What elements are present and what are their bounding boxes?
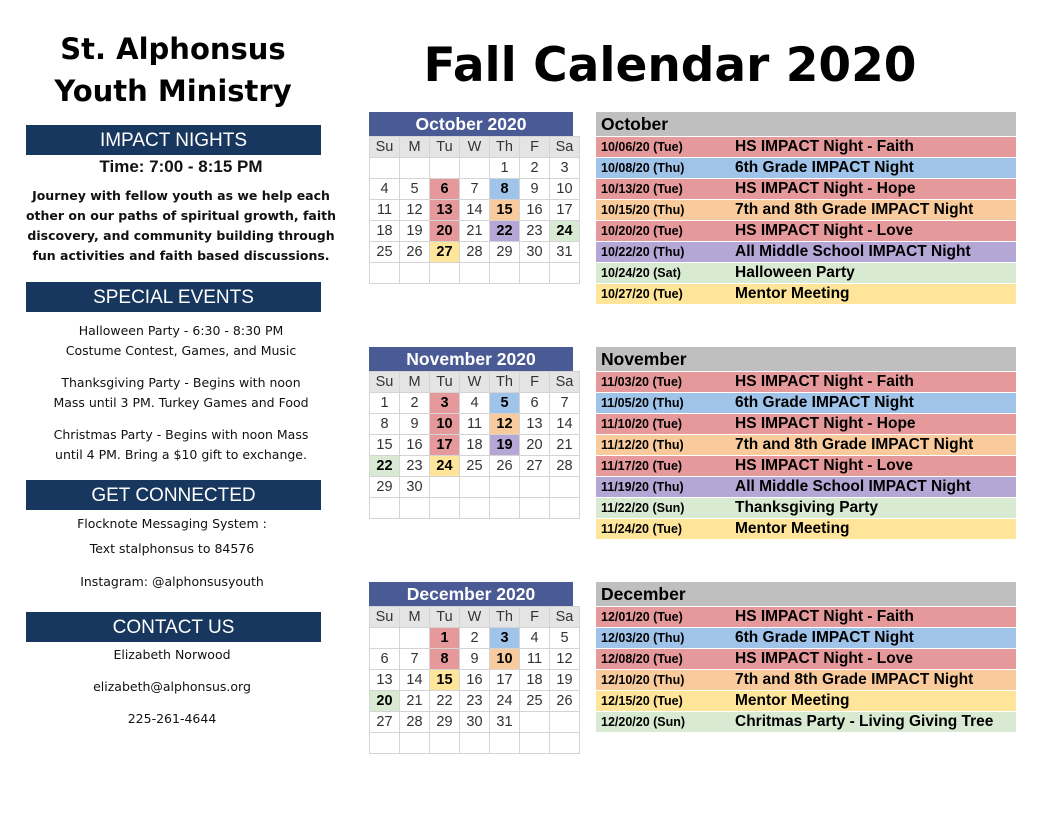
get-connected-header: GET CONNECTED xyxy=(26,480,321,510)
contact-phone[interactable]: 225-261-4644 xyxy=(127,711,217,726)
weekday-label: W xyxy=(460,372,490,393)
special-events-section xyxy=(14,321,348,465)
event-title: 6th Grade IMPACT Night xyxy=(735,159,914,176)
calendar-empty-cell xyxy=(460,733,490,754)
instagram-line: Instagram: @alphonsusyouth xyxy=(80,574,264,589)
impact-nights-section xyxy=(14,157,348,266)
weekday-label: M xyxy=(400,137,430,158)
special-event-line: Mass until 3 PM. Turkey Games and Food xyxy=(53,395,309,410)
event-row xyxy=(596,670,1016,690)
calendar-day: 16 xyxy=(520,200,550,221)
calendar-day: 23 xyxy=(460,691,490,712)
calendar-day: 19 xyxy=(550,670,580,691)
calendar-empty-cell xyxy=(550,498,580,519)
event-title: Mentor Meeting xyxy=(735,520,850,537)
calendar-day: 24 xyxy=(490,691,520,712)
calendar-empty-cell xyxy=(550,263,580,284)
event-title: Mentor Meeting xyxy=(735,285,850,302)
calendar-day: 6 xyxy=(370,649,400,670)
calendar-day-highlighted: 20 xyxy=(370,691,400,712)
calendar-december xyxy=(369,582,573,754)
event-row xyxy=(596,393,1016,413)
calendar-day: 5 xyxy=(550,628,580,649)
weekday-label: F xyxy=(520,372,550,393)
calendar-day: 14 xyxy=(460,200,490,221)
calendar-day: 7 xyxy=(460,179,490,200)
event-row xyxy=(596,200,1016,220)
org-title-line2: Youth Ministry xyxy=(54,74,292,108)
calendar-day-highlighted: 12 xyxy=(490,414,520,435)
flocknote-line: Flocknote Messaging System : xyxy=(77,516,267,531)
weekday-label: Sa xyxy=(550,372,580,393)
calendar-empty-cell xyxy=(460,498,490,519)
event-date: 12/10/20 (Thu) xyxy=(601,673,685,687)
calendar-day: 4 xyxy=(370,179,400,200)
calendar-empty-cell xyxy=(550,712,580,733)
calendar-day: 31 xyxy=(490,712,520,733)
event-date: 11/12/20 (Thu) xyxy=(601,438,684,452)
calendar-day: 16 xyxy=(460,670,490,691)
special-event-thanksgiving xyxy=(14,373,348,413)
calendar-day: 25 xyxy=(520,691,550,712)
calendar-day: 8 xyxy=(370,414,400,435)
calendar-day: 4 xyxy=(460,393,490,414)
calendar-empty-cell xyxy=(370,158,400,179)
event-row xyxy=(596,628,1016,648)
event-date: 10/06/20 (Tue) xyxy=(601,140,683,154)
weekday-label: Th xyxy=(490,372,520,393)
event-date: 10/27/20 (Tue) xyxy=(601,287,683,301)
calendar-day-highlighted: 3 xyxy=(430,393,460,414)
events-month-title: October xyxy=(596,112,1016,136)
event-row xyxy=(596,435,1016,455)
calendar-day: 11 xyxy=(460,414,490,435)
calendar-empty-cell xyxy=(430,498,460,519)
event-title: All Middle School IMPACT Night xyxy=(735,478,971,495)
impact-desc-line: discovery, and community building through xyxy=(27,228,335,243)
calendar-empty-cell xyxy=(520,263,550,284)
weekday-label: Sa xyxy=(550,607,580,628)
event-row xyxy=(596,137,1016,157)
event-row xyxy=(596,477,1016,497)
event-date: 12/15/20 (Tue) xyxy=(601,694,683,708)
calendar-day: 6 xyxy=(520,393,550,414)
event-row xyxy=(596,179,1016,199)
contact-us-header: CONTACT US xyxy=(26,612,321,642)
org-title-line1: St. Alphonsus xyxy=(60,32,286,66)
calendar-day: 1 xyxy=(490,158,520,179)
calendar-day: 19 xyxy=(400,221,430,242)
calendar-empty-cell xyxy=(430,477,460,498)
calendar-day-highlighted: 1 xyxy=(430,628,460,649)
event-row xyxy=(596,263,1016,283)
special-event-line: Christmas Party - Begins with noon Mass xyxy=(53,427,309,442)
special-event-line: until 4 PM. Bring a $10 gift to exchange. xyxy=(55,447,307,462)
calendar-day: 2 xyxy=(460,628,490,649)
weekday-label: M xyxy=(400,607,430,628)
calendar-day: 26 xyxy=(400,242,430,263)
weekday-label: Su xyxy=(370,607,400,628)
event-row xyxy=(596,158,1016,178)
calendar-day: 26 xyxy=(550,691,580,712)
events-month-title: November xyxy=(596,347,1016,371)
event-title: HS IMPACT Night - Faith xyxy=(735,373,914,390)
weekday-label: Tu xyxy=(430,607,460,628)
event-title: All Middle School IMPACT Night xyxy=(735,243,971,260)
calendar-day: 29 xyxy=(490,242,520,263)
event-date: 11/22/20 (Sun) xyxy=(601,501,685,515)
calendar-month-title: October 2020 xyxy=(369,112,573,136)
event-row xyxy=(596,284,1016,304)
calendar-day-highlighted: 17 xyxy=(430,435,460,456)
calendar-day: 7 xyxy=(550,393,580,414)
contact-section xyxy=(10,644,334,730)
calendar-empty-cell xyxy=(400,158,430,179)
calendar-day: 5 xyxy=(400,179,430,200)
calendar-day: 3 xyxy=(550,158,580,179)
calendar-empty-cell xyxy=(550,733,580,754)
event-title: 6th Grade IMPACT Night xyxy=(735,629,914,646)
calendar-day: 22 xyxy=(430,691,460,712)
event-title: Halloween Party xyxy=(735,264,855,281)
calendar-day-highlighted: 6 xyxy=(430,179,460,200)
impact-description xyxy=(14,186,348,266)
event-date: 12/03/20 (Thu) xyxy=(601,631,685,645)
calendar-empty-cell xyxy=(460,158,490,179)
event-title: HS IMPACT Night - Love xyxy=(735,457,913,474)
calendar-month-title: November 2020 xyxy=(369,347,573,371)
weekday-label: F xyxy=(520,607,550,628)
org-title xyxy=(18,28,328,112)
event-row xyxy=(596,372,1016,392)
calendar-empty-cell xyxy=(400,498,430,519)
event-row xyxy=(596,498,1016,518)
event-row xyxy=(596,691,1016,711)
calendar-empty-cell xyxy=(430,158,460,179)
event-title: 7th and 8th Grade IMPACT Night xyxy=(735,201,974,218)
calendar-day: 11 xyxy=(520,649,550,670)
calendar-day-highlighted: 8 xyxy=(430,649,460,670)
calendar-day: 28 xyxy=(460,242,490,263)
calendar-empty-cell xyxy=(400,628,430,649)
calendar-day-highlighted: 8 xyxy=(490,179,520,200)
calendar-empty-cell xyxy=(490,263,520,284)
calendar-day: 20 xyxy=(520,435,550,456)
calendar-day: 7 xyxy=(400,649,430,670)
calendar-day: 28 xyxy=(400,712,430,733)
calendar-november xyxy=(369,347,573,519)
calendar-day: 14 xyxy=(400,670,430,691)
event-title: HS IMPACT Night - Hope xyxy=(735,415,916,432)
event-row xyxy=(596,414,1016,434)
calendar-empty-cell xyxy=(520,477,550,498)
event-title: HS IMPACT Night - Faith xyxy=(735,138,914,155)
calendar-day: 21 xyxy=(550,435,580,456)
calendar-day: 4 xyxy=(520,628,550,649)
impact-nights-header: IMPACT NIGHTS xyxy=(26,125,321,155)
events-month-title: December xyxy=(596,582,1016,606)
calendar-day: 13 xyxy=(370,670,400,691)
event-date: 10/08/20 (Thu) xyxy=(601,161,685,175)
calendar-day-highlighted: 5 xyxy=(490,393,520,414)
event-title: 7th and 8th Grade IMPACT Night xyxy=(735,436,974,453)
event-date: 11/05/20 (Thu) xyxy=(601,396,684,410)
calendar-empty-cell xyxy=(520,712,550,733)
calendar-day-highlighted: 10 xyxy=(430,414,460,435)
events-october xyxy=(596,112,1016,304)
event-date: 11/10/20 (Tue) xyxy=(601,417,683,431)
calendar-empty-cell xyxy=(490,733,520,754)
calendar-empty-cell xyxy=(430,263,460,284)
calendar-day: 17 xyxy=(550,200,580,221)
weekday-label: Th xyxy=(490,607,520,628)
calendar-day-highlighted: 10 xyxy=(490,649,520,670)
calendar-day-highlighted: 19 xyxy=(490,435,520,456)
calendar-day: 15 xyxy=(370,435,400,456)
calendar-day: 9 xyxy=(460,649,490,670)
calendar-day-highlighted: 13 xyxy=(430,200,460,221)
event-row xyxy=(596,712,1016,732)
weekday-label: Su xyxy=(370,137,400,158)
get-connected-section xyxy=(10,511,334,594)
event-title: Chritmas Party - Living Giving Tree xyxy=(735,713,994,730)
calendar-day: 21 xyxy=(400,691,430,712)
event-title: HS IMPACT Night - Love xyxy=(735,650,913,667)
event-title: HS IMPACT Night - Faith xyxy=(735,608,914,625)
event-row xyxy=(596,519,1016,539)
contact-name: Elizabeth Norwood xyxy=(113,647,231,662)
calendar-day: 21 xyxy=(460,221,490,242)
calendar-empty-cell xyxy=(430,733,460,754)
page-title: Fall Calendar 2020 xyxy=(423,38,917,93)
calendar-day: 25 xyxy=(460,456,490,477)
calendar-day: 12 xyxy=(550,649,580,670)
weekday-label: Tu xyxy=(430,137,460,158)
event-date: 11/19/20 (Thu) xyxy=(601,480,684,494)
calendar-day-highlighted: 22 xyxy=(370,456,400,477)
calendar-month-title: December 2020 xyxy=(369,582,573,606)
calendar-day-highlighted: 27 xyxy=(430,242,460,263)
weekday-label: Tu xyxy=(430,372,460,393)
calendar-day-highlighted: 20 xyxy=(430,221,460,242)
calendar-day: 27 xyxy=(370,712,400,733)
calendar-day: 18 xyxy=(460,435,490,456)
calendar-empty-cell xyxy=(370,733,400,754)
events-december xyxy=(596,582,1016,732)
calendar-day: 16 xyxy=(400,435,430,456)
event-title: Thanksgiving Party xyxy=(735,499,878,516)
event-date: 12/20/20 (Sun) xyxy=(601,715,686,729)
calendar-empty-cell xyxy=(460,263,490,284)
text-line: Text stalphonsus to 84576 xyxy=(89,541,255,556)
calendar-empty-cell xyxy=(400,733,430,754)
event-title: Mentor Meeting xyxy=(735,692,850,709)
calendar-empty-cell xyxy=(370,498,400,519)
weekday-label: Th xyxy=(490,137,520,158)
impact-desc-line: fun activities and faith based discussions. xyxy=(32,248,330,263)
calendar-empty-cell xyxy=(520,498,550,519)
event-date: 12/01/20 (Tue) xyxy=(601,610,683,624)
calendar-day: 30 xyxy=(460,712,490,733)
calendar-day-highlighted: 22 xyxy=(490,221,520,242)
event-date: 11/03/20 (Tue) xyxy=(601,375,683,389)
event-title: 6th Grade IMPACT Night xyxy=(735,394,914,411)
weekday-label: W xyxy=(460,137,490,158)
calendar-day: 27 xyxy=(520,456,550,477)
event-date: 11/17/20 (Tue) xyxy=(601,459,683,473)
calendar-day: 31 xyxy=(550,242,580,263)
event-row xyxy=(596,607,1016,627)
event-date: 10/20/20 (Tue) xyxy=(601,224,683,238)
calendar-day: 29 xyxy=(430,712,460,733)
weekday-label: M xyxy=(400,372,430,393)
calendar-day: 14 xyxy=(550,414,580,435)
calendar-day-highlighted: 15 xyxy=(490,200,520,221)
calendar-empty-cell xyxy=(370,263,400,284)
event-date: 12/08/20 (Tue) xyxy=(601,652,683,666)
special-event-christmas xyxy=(14,425,348,465)
calendar-empty-cell xyxy=(460,477,490,498)
special-events-header: SPECIAL EVENTS xyxy=(26,282,321,312)
calendar-day-highlighted: 24 xyxy=(550,221,580,242)
event-title: HS IMPACT Night - Hope xyxy=(735,180,916,197)
calendar-october xyxy=(369,112,573,284)
contact-email[interactable]: elizabeth@alphonsus.org xyxy=(93,679,251,694)
event-date: 10/24/20 (Sat) xyxy=(601,266,681,280)
event-row xyxy=(596,649,1016,669)
calendar-day: 28 xyxy=(550,456,580,477)
impact-desc-line: Journey with fellow youth as we help each xyxy=(32,188,330,203)
event-title: HS IMPACT Night - Love xyxy=(735,222,913,239)
calendar-day: 12 xyxy=(400,200,430,221)
calendar-day: 9 xyxy=(520,179,550,200)
special-event-line: Thanksgiving Party - Begins with noon xyxy=(61,375,301,390)
calendar-day: 25 xyxy=(370,242,400,263)
event-date: 10/13/20 (Tue) xyxy=(601,182,683,196)
calendar-day: 2 xyxy=(520,158,550,179)
calendar-day: 17 xyxy=(490,670,520,691)
special-event-halloween xyxy=(14,321,348,361)
impact-time: Time: 7:00 - 8:15 PM xyxy=(99,157,263,176)
weekday-label: F xyxy=(520,137,550,158)
calendar-empty-cell xyxy=(550,477,580,498)
calendar-empty-cell xyxy=(400,263,430,284)
calendar-day: 23 xyxy=(400,456,430,477)
events-november xyxy=(596,347,1016,539)
event-row xyxy=(596,242,1016,262)
calendar-day-highlighted: 3 xyxy=(490,628,520,649)
calendar-empty-cell xyxy=(520,733,550,754)
calendar-day: 30 xyxy=(520,242,550,263)
calendar-day-highlighted: 24 xyxy=(430,456,460,477)
calendar-day: 10 xyxy=(550,179,580,200)
calendar-empty-cell xyxy=(370,628,400,649)
calendar-day: 26 xyxy=(490,456,520,477)
calendar-day: 18 xyxy=(520,670,550,691)
event-row xyxy=(596,456,1016,476)
calendar-day: 9 xyxy=(400,414,430,435)
event-date: 10/22/20 (Thu) xyxy=(601,245,685,259)
calendar-day: 13 xyxy=(520,414,550,435)
event-date: 11/24/20 (Tue) xyxy=(601,522,683,536)
calendar-day-highlighted: 15 xyxy=(430,670,460,691)
calendar-day: 23 xyxy=(520,221,550,242)
impact-desc-line: other on our paths of spiritual growth, faith xyxy=(25,208,337,223)
weekday-label: Sa xyxy=(550,137,580,158)
special-event-line: Costume Contest, Games, and Music xyxy=(65,343,297,358)
calendar-day: 11 xyxy=(370,200,400,221)
event-title: 7th and 8th Grade IMPACT Night xyxy=(735,671,974,688)
weekday-label: W xyxy=(460,607,490,628)
weekday-label: Su xyxy=(370,372,400,393)
special-event-line: Halloween Party - 6:30 - 8:30 PM xyxy=(78,323,284,338)
calendar-day: 29 xyxy=(370,477,400,498)
event-row xyxy=(596,221,1016,241)
calendar-day: 1 xyxy=(370,393,400,414)
calendar-day: 2 xyxy=(400,393,430,414)
calendar-empty-cell xyxy=(490,477,520,498)
calendar-day: 18 xyxy=(370,221,400,242)
calendar-empty-cell xyxy=(490,498,520,519)
event-date: 10/15/20 (Thu) xyxy=(601,203,685,217)
calendar-day: 30 xyxy=(400,477,430,498)
